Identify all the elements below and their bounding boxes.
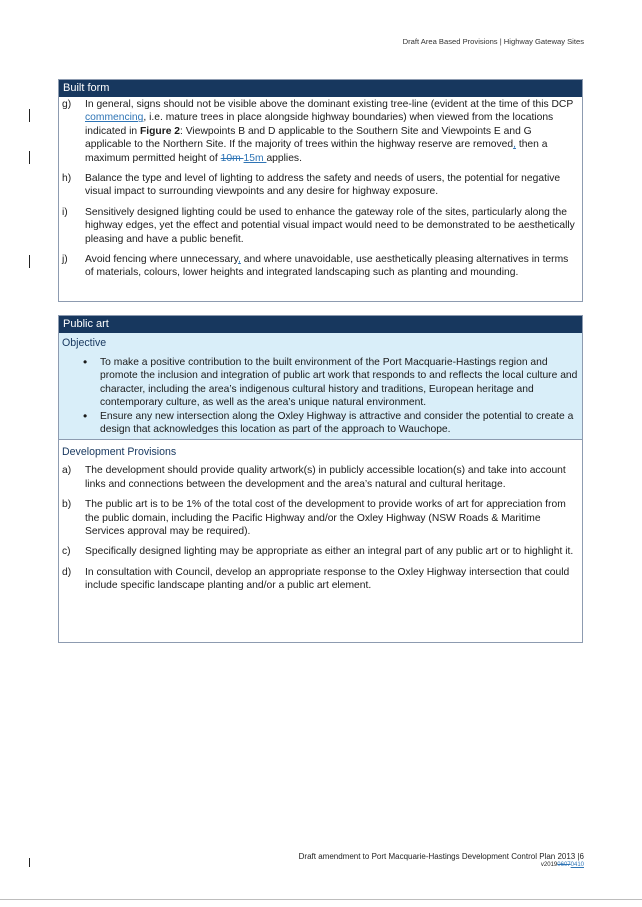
list-item [59, 498, 582, 538]
change-bar [29, 255, 30, 268]
item-text: Avoid fencing where unnecessary, and where unavoidable, use aesthetically pleasing alternatives in terms of materials, colours, lower heights and integrated landscaping such as planting and mounding. [85, 254, 569, 279]
item-text: In general, signs should not be visible above the dominant existing tree-line (evident at the time of this DCP commencing, i.e. mature trees in place alongside highway boundaries) when viewed from the locations indicated in Figure 2: Viewpoints B and D applicable to the Southern Site and Viewpoints E and G applicable to the Northern Site. If the majority of trees within the highway reserve are removed, then a maximum permitted height of 10m 15m applies. [85, 99, 574, 164]
item-text: The development should provide quality artwork(s) in publicly accessible location(s) and take into account links and connections between the development and the area’s natural and cultural heritage. [85, 465, 566, 490]
item-text: To make a positive contribution to the built environment of the Port Macquarie-Hastings region and promote the inclusion and integration of public art work that responds to and reflects the local culture and character, including the area’s indigenous cultural history and traditions, European heritage and contemporary culture, as well as the area’s unique natural environment. [100, 357, 578, 409]
bullet-icon: • [83, 408, 88, 423]
tracked-deletion: 0607 [557, 862, 571, 868]
tracked-deletion: 10m [220, 152, 244, 164]
tracked-insertion: 0410 [570, 862, 584, 868]
tracked-insertion: , [238, 254, 241, 266]
item-text: Ensure any new intersection along the Oxley Highway is attractive and consider the potential to create a design that acknowledges this location as part of the approach to Wauchope. [100, 410, 574, 436]
item-marker: a) [62, 465, 72, 477]
list-item [59, 172, 582, 199]
tracked-insertion: , [513, 139, 516, 151]
public-art-heading: Public art [59, 316, 582, 333]
page-number: 6 [579, 852, 584, 861]
item-marker: b) [62, 499, 72, 511]
list-item [59, 98, 582, 165]
list-item [59, 356, 582, 410]
tracked-insertion: 15m [243, 152, 267, 164]
change-bar [29, 109, 30, 122]
list-item [59, 253, 582, 280]
item-marker: g) [62, 99, 72, 110]
tracked-insertion: commencing [85, 112, 144, 124]
objective-heading: Objective [62, 337, 107, 349]
list-item [59, 464, 582, 491]
item-text: In consultation with Council, develop an appropriate response to the Oxley Highway intersection that could include specific landscape planting and/or a public art element. [85, 566, 570, 592]
provisions-heading: Development Provisions [62, 446, 177, 459]
item-marker: j) [62, 254, 68, 266]
item-text: Balance the type and level of lighting to address the safety and needs of users, the potential for negative visual impact to surrounding viewpoints and any desire for highway exposure. [85, 173, 561, 198]
figure-reference: Figure 2 [139, 125, 181, 137]
public-art-section [58, 315, 583, 643]
running-header: Draft Area Based Provisions | Highway Gateway Sites [402, 37, 584, 46]
item-marker: d) [62, 566, 72, 578]
item-text: Sensitively designed lighting could be used to enhance the gateway role of the sites, particularly along the highway edges, yet the effect and potential visual impact would need to be demonstrated to be aesthetically pleasing and have a public benefit. [85, 206, 575, 245]
built-form-heading: Built form [59, 80, 582, 97]
objective-panel [59, 333, 582, 439]
item-text: The public art is to be 1% of the total cost of the development to provide works of art for appreciation from the public domain, including the Pacific Highway and/or the Oxley Highway (NSW Roads & Maritime Services approval may be required). [85, 499, 566, 538]
change-bar [29, 858, 30, 867]
list-item [59, 545, 582, 558]
footer-title-line [299, 852, 584, 861]
footer-version: v201906070410 [540, 862, 584, 868]
list-item [59, 410, 582, 437]
item-marker: h) [62, 173, 72, 185]
item-marker: c) [62, 546, 71, 558]
footer-document-title: Draft amendment to Port Macquarie-Hastings Development Control Plan 2013 | [298, 852, 580, 861]
objective-list [59, 356, 582, 436]
page-edge-divider [0, 899, 642, 900]
bullet-icon: • [83, 355, 88, 369]
list-item [59, 206, 582, 246]
item-marker: i) [62, 206, 68, 218]
item-text: Specifically designed lighting may be appropriate as either an integral part of any public art or to highlight it. [85, 546, 574, 558]
list-item [59, 566, 582, 593]
change-bar [29, 151, 30, 164]
built-form-section [58, 79, 583, 302]
